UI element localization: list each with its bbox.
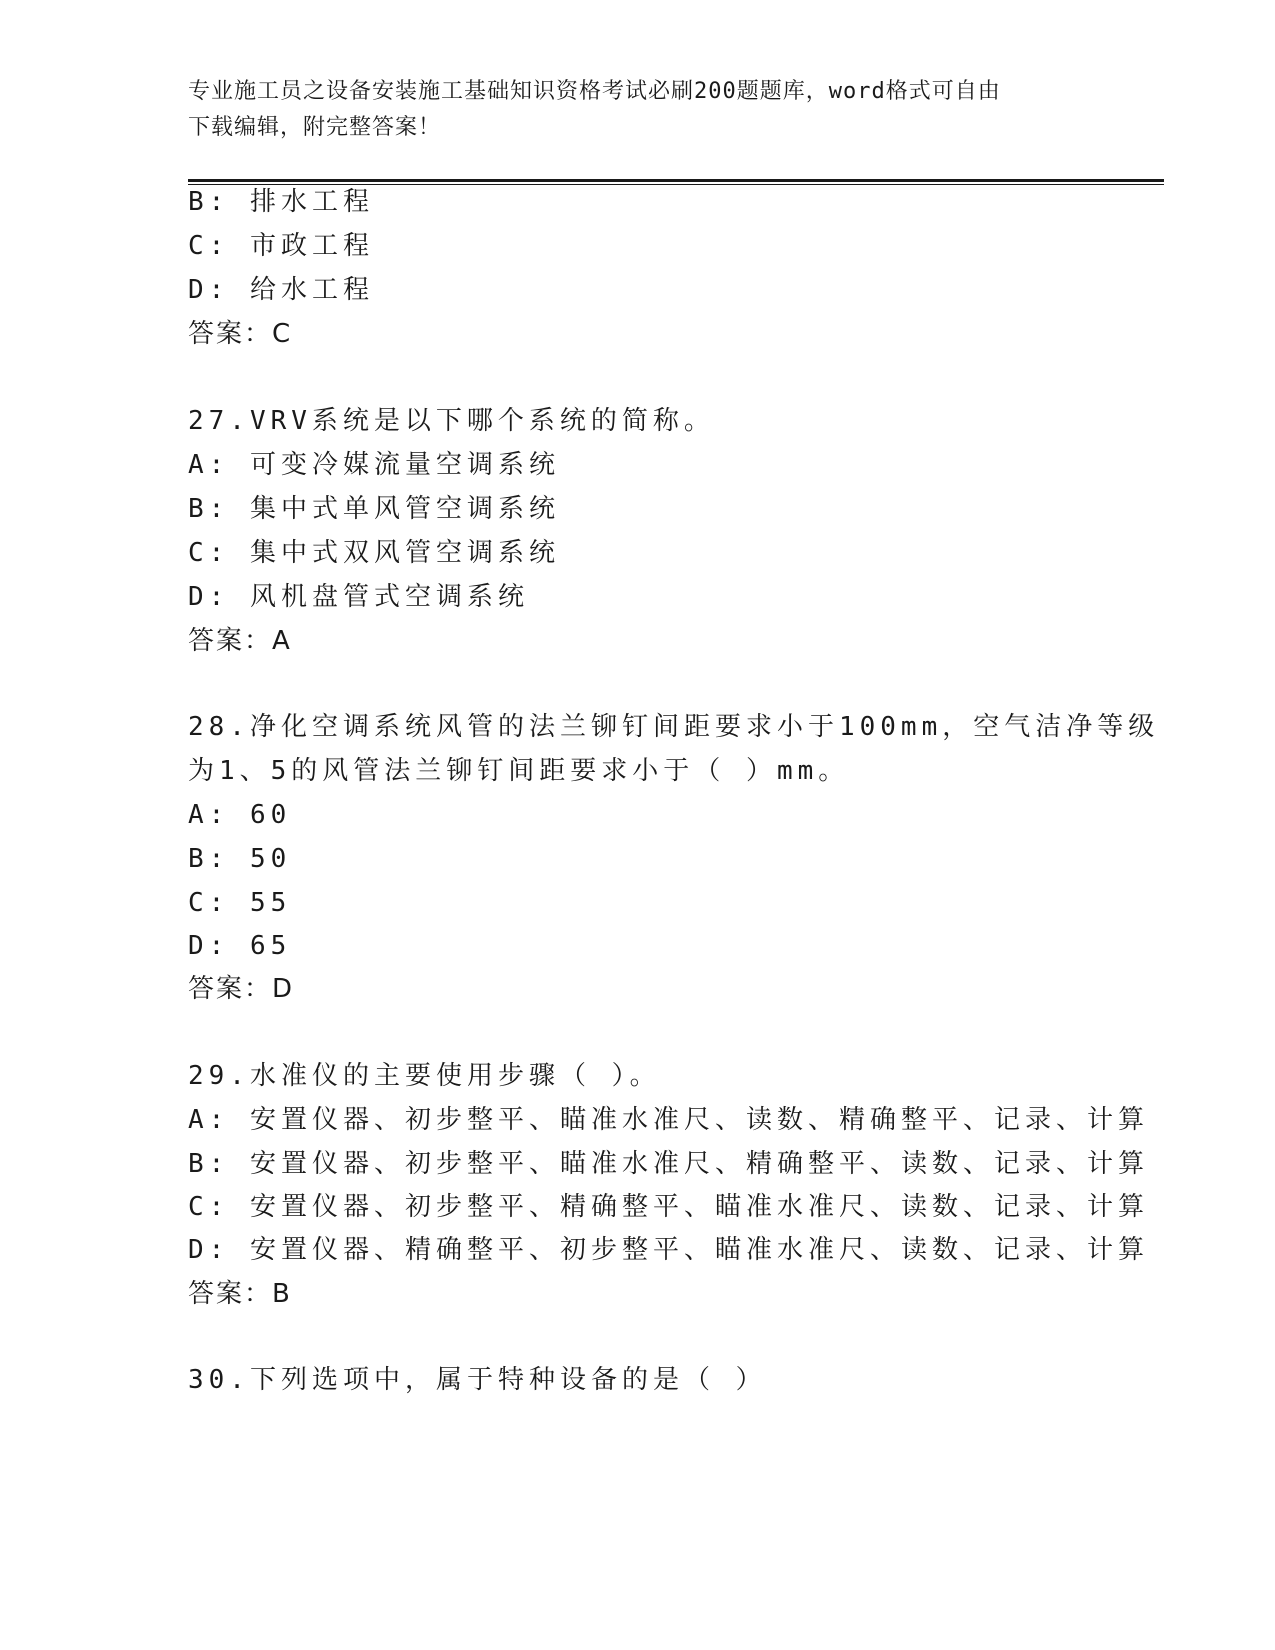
header-line-1: 专业施工员之设备安装施工基础知识资格考试必刷200题题库，word格式可自由 xyxy=(188,79,1001,104)
document-header xyxy=(188,74,1088,146)
q28-option-c: C: 55 xyxy=(188,888,292,918)
q30-stem: 30.下列选项中，属于特种设备的是（ ） xyxy=(188,1365,767,1395)
q29-answer: 答案：B xyxy=(188,1279,292,1309)
q29-option-c: C: 安置仪器、初步整平、精确整平、瞄准水准尺、读数、记录、计算 xyxy=(188,1192,1149,1222)
q28-option-b: B: 50 xyxy=(188,844,292,874)
q29-option-d: D: 安置仪器、精确整平、初步整平、瞄准水准尺、读数、记录、计算 xyxy=(188,1235,1149,1265)
q29-option-b: B: 安置仪器、初步整平、瞄准水准尺、精确整平、读数、记录、计算 xyxy=(188,1149,1149,1179)
q29-option-a: A: 安置仪器、初步整平、瞄准水准尺、读数、精确整平、记录、计算 xyxy=(188,1105,1149,1135)
q26-option-c: C: 市政工程 xyxy=(188,231,374,261)
header-line-2: 下载编辑，附完整答案！ xyxy=(188,115,442,140)
q26-option-d: D: 给水工程 xyxy=(188,275,374,305)
q27-stem: 27.VRV系统是以下哪个系统的简称。 xyxy=(188,406,715,436)
q28-option-d: D: 65 xyxy=(188,931,292,961)
header-divider-thick xyxy=(188,179,1164,182)
q26-answer: 答案：C xyxy=(188,319,293,349)
q29-stem: 29.水准仪的主要使用步骤（ ）。 xyxy=(188,1061,661,1091)
header-divider-thin xyxy=(188,184,1164,185)
q28-option-a: A: 60 xyxy=(188,800,292,830)
q27-option-d: D: 风机盘管式空调系统 xyxy=(188,582,529,612)
q28-stem-line-1: 28.净化空调系统风管的法兰铆钉间距要求小于100mm，空气洁净等级 xyxy=(188,712,1160,742)
q28-answer: 答案：D xyxy=(188,974,295,1004)
q28-stem-line-2: 为1、5的风管法兰铆钉间距要求小于（ ）mm。 xyxy=(188,756,850,786)
q26-option-b: B: 排水工程 xyxy=(188,187,374,217)
q27-option-c: C: 集中式双风管空调系统 xyxy=(188,538,560,568)
q27-answer: 答案：A xyxy=(188,626,292,656)
q27-option-b: B: 集中式单风管空调系统 xyxy=(188,494,560,524)
q27-option-a: A: 可变冷媒流量空调系统 xyxy=(188,450,560,480)
